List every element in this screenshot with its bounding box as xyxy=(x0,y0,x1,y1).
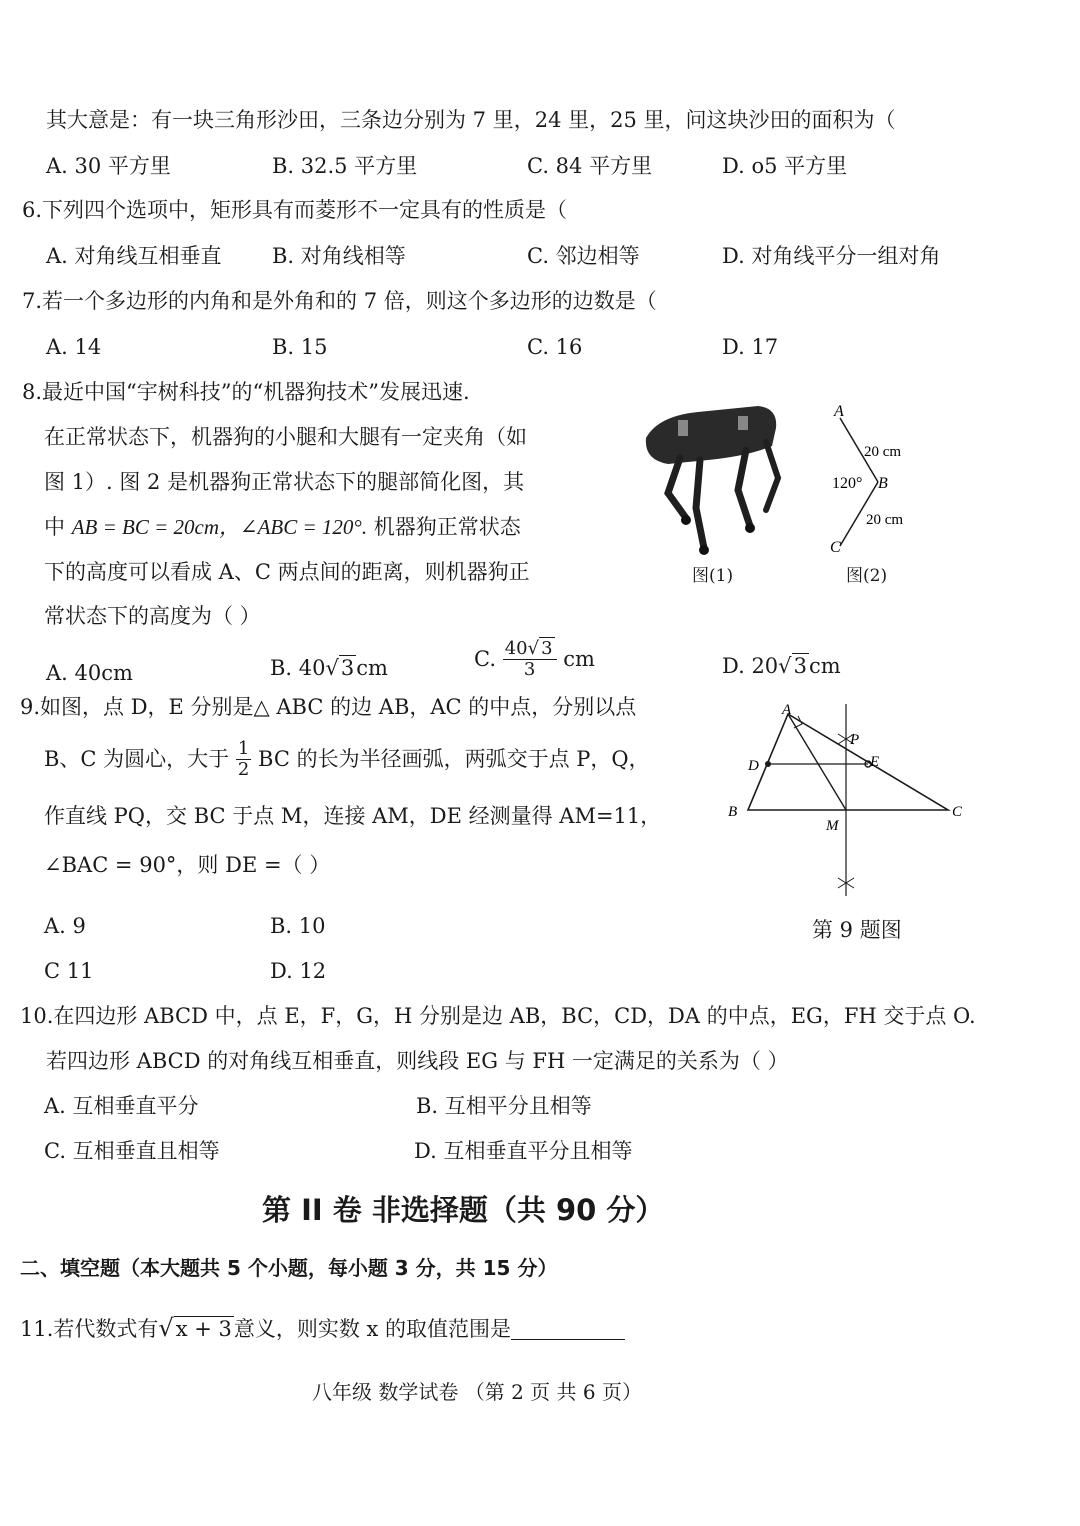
q10-option-a: A. 互相垂直平分 xyxy=(44,1094,199,1118)
robot-dog-figure xyxy=(638,398,788,558)
fig2-ab-length: 20 cm xyxy=(864,444,902,460)
fig2-label-c: C xyxy=(830,539,841,556)
q9-option-a: A. 9 xyxy=(44,914,86,938)
q11-radicand: x + 3 xyxy=(175,1317,232,1341)
q8-math: AB = BC = 20cm，∠ABC = 120°. xyxy=(71,515,368,539)
q9-label-c: C xyxy=(952,804,963,820)
q8-line-4-post: 机器狗正常状态 xyxy=(367,515,521,539)
q9-line-3: 作直线 PQ，交 BC 于点 M，连接 AM，DE 经测量得 AM=11， xyxy=(44,804,662,828)
q5-option-b: B. 32.5 平方里 xyxy=(272,154,418,178)
q9-label-p: P xyxy=(850,732,860,748)
q9-line-2: B、C 为圆心，大于 $\frac{1}{2}$ BC 的长为半径画弧，两弧交于点 P，Q， xyxy=(44,738,650,780)
q10-option-b: B. 互相平分且相等 xyxy=(416,1094,592,1118)
q9-label-e: E xyxy=(870,754,880,770)
q8-option-a: A. 40cm xyxy=(46,661,133,685)
q10-line-1: 10.在四边形 ABCD 中，点 E，F，G，H 分别是边 AB，BC，CD，DA 的中点，EG，FH 交于点 O. xyxy=(20,1004,976,1028)
fig2-label-a: A xyxy=(834,403,844,420)
q6-option-d: D. 对角线平分一组对角 xyxy=(722,244,941,268)
q8-option-c: C. $\frac{40√ 3}{3}$ cm xyxy=(474,638,595,680)
q10-option-d: D. 互相垂直平分且相等 xyxy=(414,1139,633,1163)
q9-option-c: C 11 xyxy=(44,959,94,983)
q9-label-m: M xyxy=(826,818,839,834)
fig2-angle: 120° xyxy=(832,475,863,492)
q5-stem: 其大意是：有一块三角形沙田，三条边分别为 7 里，24 里，25 里，问这块沙田的面积为（ xyxy=(46,108,896,132)
q8-option-c-fraction: $\frac{40√ 3}{3}$ xyxy=(503,640,557,679)
q8-option-b: B. 40√3cm xyxy=(270,656,388,680)
q10-line-2: 若四边形 ABCD 的对角线互相垂直，则线段 EG 与 FH 一定满足的关系为（ ） xyxy=(46,1049,789,1073)
q9-triangle-figure xyxy=(722,700,972,910)
fig2-caption: 图(2) xyxy=(846,566,888,586)
q9-line-1: 9.如图，点 D，E 分别是△ ABC 的边 AB，AC 的中点，分别以点 xyxy=(20,695,637,719)
q8-line-1: 8.最近中国“宇树科技”的“机器狗技术”发展迅速. xyxy=(22,380,470,404)
q9-half-fraction: $\frac{1}{2}$ xyxy=(237,738,250,780)
q7-option-c: C. 16 xyxy=(527,335,583,359)
q6-option-b: B. 对角线相等 xyxy=(272,244,406,268)
q6-stem: 6.下列四个选项中，矩形具有而菱形不一定具有的性质是（ xyxy=(22,198,568,222)
q8-line-2: 在正常状态下，机器狗的小腿和大腿有一定夹角（如 xyxy=(44,425,527,449)
q8-line-3: 图 1）. 图 2 是机器狗正常状态下的腿部简化图，其 xyxy=(44,470,525,494)
q9-option-d: D. 12 xyxy=(270,959,327,983)
q6-option-c: C. 邻边相等 xyxy=(527,244,640,268)
q9-label-b: B xyxy=(728,804,738,820)
q8-line-5: 下的高度可以看成 A、C 两点间的距离，则机器狗正 xyxy=(44,560,530,584)
sqrt-sign: √ xyxy=(325,656,339,680)
q11-line: 11.若代数式有√x + 3意义，则实数 x 的取值范围是 xyxy=(20,1316,625,1340)
q11-answer-blank[interactable] xyxy=(511,1319,625,1340)
q8-line-4 xyxy=(44,517,521,538)
q9-label-a: A xyxy=(782,702,792,718)
q9-option-b: B. 10 xyxy=(270,914,326,938)
q10-option-c: C. 互相垂直且相等 xyxy=(44,1139,220,1163)
q7-option-b: B. 15 xyxy=(272,335,328,359)
q6-option-a: A. 对角线互相垂直 xyxy=(46,244,222,268)
q7-stem: 7.若一个多边形的内角和是外角和的 7 倍，则这个多边形的边数是（ xyxy=(22,289,657,313)
q7-option-a: A. 14 xyxy=(46,335,102,359)
leg-diagram xyxy=(826,400,926,560)
fig2-label-b: B xyxy=(878,475,888,492)
fill-in-part-title: 二、填空题（本大题共 5 个小题，每小题 3 分，共 15 分） xyxy=(20,1256,558,1280)
q8-option-d: D. 20√3cm xyxy=(722,654,841,678)
q9-figure-caption: 第 9 题图 xyxy=(812,918,902,942)
section-2-title: 第 II 卷 非选择题（共 90 分） xyxy=(262,1193,665,1227)
q9-line-4: ∠BAC = 90°，则 DE =（ ） xyxy=(44,853,331,877)
page-footer: 八年级 数学试卷 （第 2 页 共 6 页） xyxy=(312,1380,642,1404)
q8-line-4-pre: 中 xyxy=(44,515,72,539)
q5-option-a: A. 30 平方里 xyxy=(46,154,171,178)
q5-option-d: D. o5 平方里 xyxy=(722,154,848,178)
q5-option-c: C. 84 平方里 xyxy=(527,154,653,178)
fig2-bc-length: 20 cm xyxy=(866,512,904,528)
fig1-caption: 图(1) xyxy=(692,566,734,586)
q7-option-d: D. 17 xyxy=(722,335,779,359)
q8-line-6: 常状态下的高度为（ ） xyxy=(44,604,261,628)
q9-label-d: D xyxy=(748,758,759,774)
